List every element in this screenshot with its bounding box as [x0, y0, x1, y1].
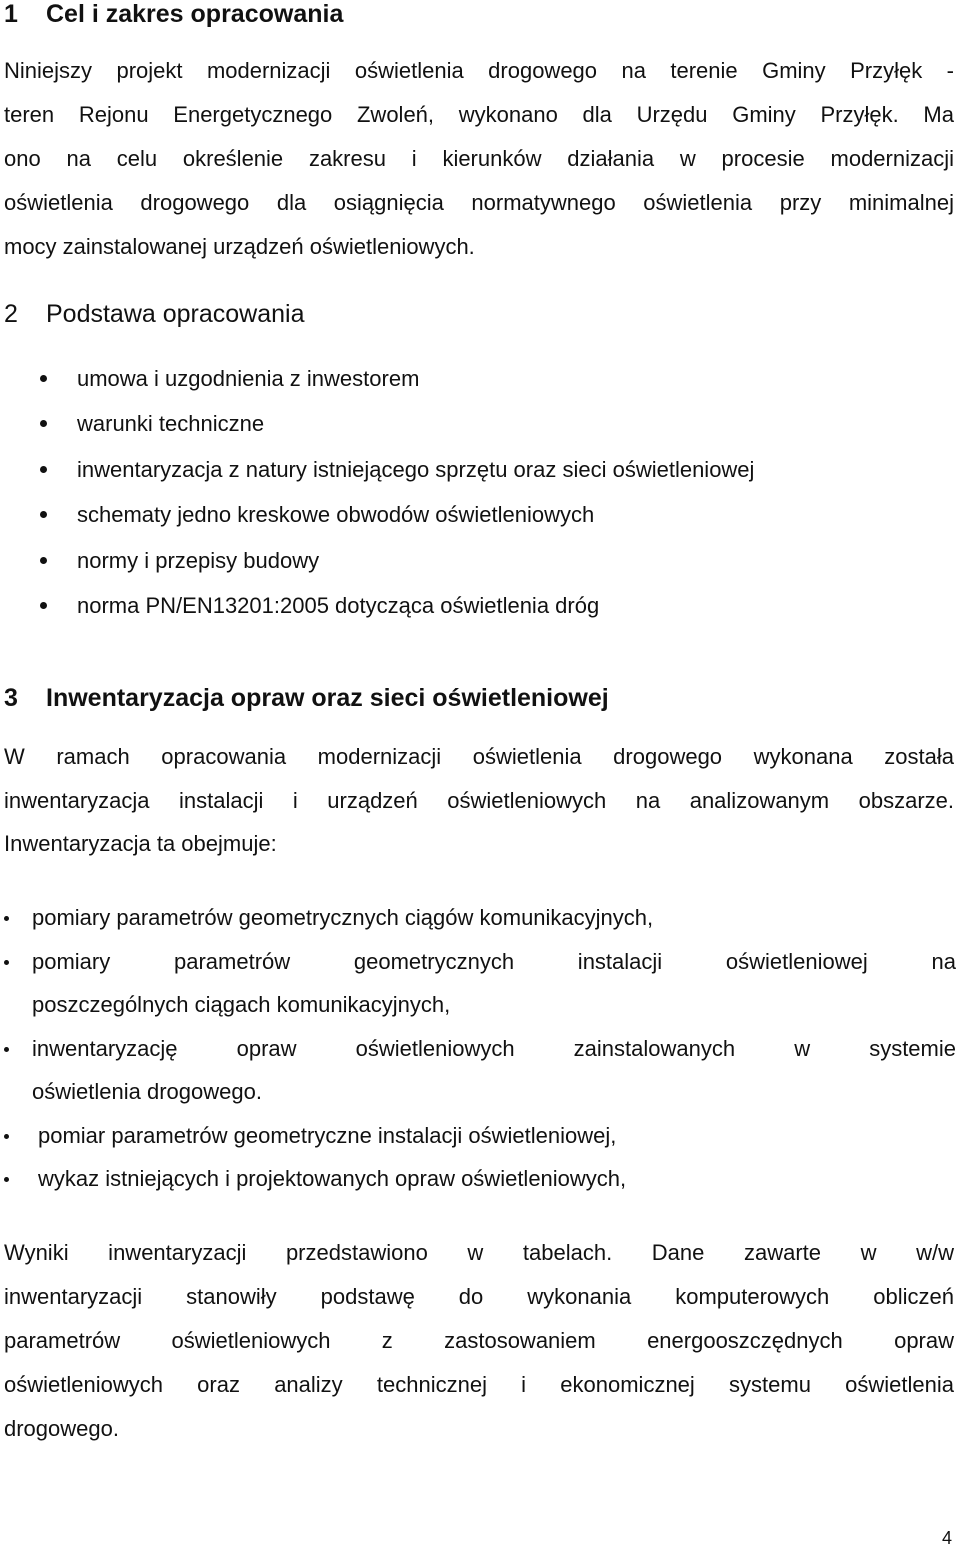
list-item: [4, 401, 904, 446]
bullet-icon: [4, 916, 9, 921]
section-2-heading: [4, 300, 305, 329]
list-item: [4, 447, 904, 492]
basis-list: [4, 356, 904, 628]
bullet-icon: [4, 1177, 9, 1182]
section-3-intro: [4, 735, 954, 866]
paragraph-line: Inwentaryzacja ta obejmuje:: [4, 831, 277, 856]
list-item: [4, 583, 904, 628]
section-3-closing: [4, 1231, 954, 1451]
section-3-heading: [4, 684, 609, 713]
paragraph-line: drogowego.: [4, 1416, 119, 1441]
list-item-text: inwentaryzację opraw oświetleniowych zainstalowanych w systemie: [32, 1035, 956, 1061]
bullet-icon: [4, 1134, 9, 1139]
bullet-icon: [40, 602, 47, 609]
list-item-text: pomiar parametrów geometryczne instalacji oświetleniowej,: [38, 1122, 617, 1148]
bullet-icon: [4, 1047, 9, 1052]
list-item-text: umowa i uzgodnienia z inwestorem: [77, 366, 420, 391]
bullet-icon: [4, 960, 9, 965]
paragraph-line: oświetleniowych oraz analizy technicznej i ekonomicznej systemu oświetlenia: [4, 1372, 954, 1397]
bullet-icon: [40, 375, 47, 382]
bullet-icon: [40, 466, 47, 473]
list-item-text: pomiary parametrów geometrycznych instalacji oświetleniowej na: [32, 948, 956, 974]
paragraph-line: Wyniki inwentaryzacji przedstawiono w tabelach. Dane zawarte w w/w: [4, 1240, 954, 1265]
paragraph-line: Niniejszy projekt modernizacji oświetlenia drogowego na terenie Gminy Przyłęk -: [4, 58, 954, 83]
list-item: [4, 1027, 956, 1114]
inventory-list: [4, 896, 956, 1201]
page-number: 4: [941, 1528, 952, 1548]
bullet-icon: [40, 557, 47, 564]
list-item-text: oświetlenia drogowego.: [32, 1079, 262, 1104]
paragraph-line: W ramach opracowania modernizacji oświetlenia drogowego wykonana została: [4, 744, 954, 769]
list-item: [4, 492, 904, 537]
list-item: [4, 896, 956, 940]
section-1-number: 1: [4, 0, 18, 28]
paragraph-line: parametrów oświetleniowych z zastosowaniem energooszczędnych opraw: [4, 1328, 954, 1353]
paragraph-line: inwentaryzacji stanowiły podstawę do wykonania komputerowych obliczeń: [4, 1284, 954, 1309]
list-item-text: poszczególnych ciągach komunikacyjnych,: [32, 992, 451, 1017]
list-item-text: norma PN/EN13201:2005 dotycząca oświetlenia dróg: [77, 592, 600, 618]
list-item: [4, 940, 956, 1027]
section-2-number: 2: [4, 300, 18, 328]
list-item-text: warunki techniczne: [77, 411, 265, 437]
bullet-icon: [40, 511, 47, 518]
bullet-icon: [40, 420, 47, 427]
list-item: [4, 356, 904, 401]
list-item-text: normy i przepisy budowy: [77, 547, 320, 573]
paragraph-line: mocy zainstalowanej urządzeń oświetleniowych.: [4, 234, 475, 259]
section-3-number: 3: [4, 684, 18, 712]
section-2-title: Podstawa opracowania: [46, 300, 305, 328]
paragraph-line: oświetlenia drogowego dla osiągnięcia normatywnego oświetlenia przy minimalnej: [4, 190, 954, 215]
list-item-text: inwentaryzacja z natury istniejącego sprzętu oraz sieci oświetleniowej: [77, 456, 755, 482]
list-item: [4, 1114, 956, 1158]
list-item: [4, 1157, 956, 1201]
paragraph-line: teren Rejonu Energetycznego Zwoleń, wykonano dla Urzędu Gminy Przyłęk. Ma: [4, 102, 954, 127]
list-item-text: wykaz istniejących i projektowanych opraw oświetleniowych,: [38, 1166, 627, 1191]
list-item-text: pomiary parametrów geometrycznych ciągów komunikacyjnych,: [32, 905, 654, 930]
list-item-text: schematy jedno kreskowe obwodów oświetleniowych: [77, 502, 595, 528]
section-1-title: Cel i zakres opracowania: [46, 0, 344, 28]
section-1-heading: [4, 0, 343, 29]
section-3-title: Inwentaryzacja opraw oraz sieci oświetleniowej: [46, 684, 609, 712]
paragraph-line: ono na celu określenie zakresu i kierunków działania w procesie modernizacji: [4, 146, 954, 171]
paragraph-line: inwentaryzacja instalacji i urządzeń oświetleniowych na analizowanym obszarze.: [4, 787, 954, 813]
section-1-paragraph: [4, 49, 954, 269]
list-item: [4, 538, 904, 583]
